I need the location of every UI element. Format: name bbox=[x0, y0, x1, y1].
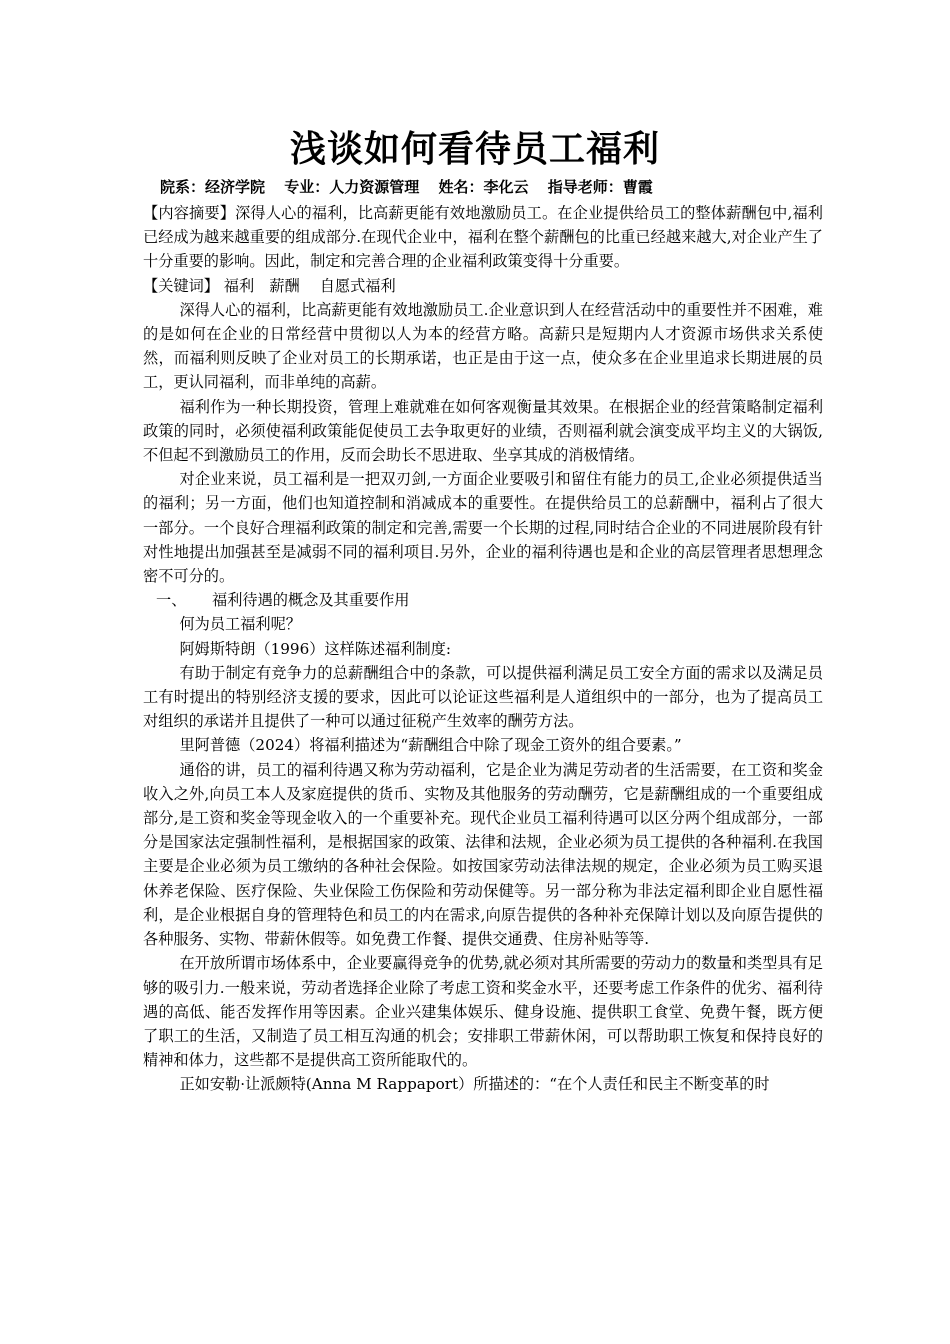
body-paragraph: 通俗的讲，员工的福利待遇又称为劳动福利，它是企业为满足劳动者的生活需要，在工资和奖金收入之外,向员工本人及家庭提供的货币、实物及其他服务的劳动酬劳，它是薪酬组成的一个重要组成部分,是工资和奖金等现金收入的一个重要补充。现代企业员工福利待遇可以区分两个组成部分，一部分是国家法定强制性福利，是根据国家的政策、法律和法规，企业必须为员工提供的各种福利.在我国主要是企业必须为员工缴纳的各种社会保险。如按国家劳动法律法规的规定，企业必须为员工购买退休养老保险、医疗保险、失业保险工伤保险和劳动保健等。另一部分称为非法定福利即企业自愿性福利，是企业根据自身的管理特色和员工的内在需求,向原告提供的各种补充保障计划以及向原告提供的各种服务、实物、带薪休假等。如免费工作餐、提供交通费、住房补贴等等. bbox=[143, 760, 823, 949]
body-paragraph: 深得人心的福利，比高薪更能有效地激励员工.企业意识到人在经营活动中的重要性并不困难，难的是如何在企业的日常经营中贯彻以人为本的经营方略。高薪只是短期内人才资源市场供求关系使然，而福利则反映了企业对员工的长期承诺，也正是由于这一点，使众多在企业里追求长期进展的员工，更认同福利，而非单纯的高薪。 bbox=[143, 300, 823, 392]
body-paragraph: 正如安勒·让派颇特(Anna M Rappaport）所描述的：“在个人责任和民主不断变革的时 bbox=[179, 1075, 770, 1094]
school-label: 院系：经济学院 bbox=[160, 178, 266, 196]
advisor-label: 指导老师：曹霞 bbox=[547, 178, 653, 196]
document-body bbox=[143, 201, 823, 1097]
section-title: 福利待遇的概念及其重要作用 bbox=[212, 591, 410, 610]
keywords-line: 【关键词】 福利 薪酬 自愿式福利 bbox=[143, 276, 396, 295]
section-heading bbox=[143, 588, 823, 612]
body-paragraph: 里阿普德（2024）将福利描述为“薪酬组合中除了现金工资外的组合要素。” bbox=[179, 736, 682, 755]
author-info bbox=[160, 176, 860, 198]
major-label: 专业：人力资源管理 bbox=[284, 178, 420, 196]
body-paragraph: 有助于制定有竞争力的总薪酬组合中的条款，可以提供福利满足员工安全方面的需求以及满足员工有时提出的特别经济支援的要求，因此可以论证这些福利是人道组织中的一部分，也为了提高员工对组织的承诺并且提供了一种可以通过征税产生效率的酬劳方法。 bbox=[143, 663, 823, 731]
body-paragraph: 阿姆斯特朗（1996）这样陈述福利制度: bbox=[179, 639, 452, 658]
body-paragraph: 对企业来说，员工福利是一把双刃剑,一方面企业要吸引和留住有能力的员工,企业必须提供适当的福利；另一方面，他们也知道控制和消减成本的重要性。在提供给员工的总薪酬中，福利占了很大一部分。一个良好合理福利政策的制定和完善,需要一个长期的过程,同时结合企业的不同进展阶段有针对性地提出加强甚至是减弱不同的福利项目.另外，企业的福利待遇也是和企业的高层管理者思想理念密不可分的。 bbox=[143, 470, 823, 586]
page-title: 浅谈如何看待员工福利 bbox=[289, 129, 660, 170]
body-paragraph: 在开放所谓市场体系中，企业要赢得竞争的优势,就必须对其所需要的劳动力的数量和类型具有足够的吸引力.一般来说，劳动者选择企业除了考虑工资和奖金水平，还要考虑工作条件的优劣、福利待遇的高低、能否发挥作用等因素。企业兴建集体娱乐、健身设施、提供职工食堂、免费午餐，既方便了职工的生活，又制造了员工相互沟通的机会；安排职工带薪休闲，可以帮助职工恢复和保持良好的精神和体力，这些都不是提供高工资所能取代的。 bbox=[143, 954, 823, 1070]
abstract-paragraph: 【内容摘要】深得人心的福利，比高薪更能有效地激励员工。在企业提供给员工的整体薪酬包中,福利已经成为越来越重要的组成部分.在现代企业中，福利在整个薪酬包的比重已经越来越大,对企业产生了十分重要的影响。因此，制定和完善合理的企业福利政策变得十分重要。 bbox=[143, 204, 823, 271]
body-paragraph: 何为员工福利呢？ bbox=[179, 615, 301, 634]
section-number: 一、 bbox=[156, 591, 187, 610]
author-name: 姓名：李化云 bbox=[438, 178, 529, 196]
body-paragraph: 福利作为一种长期投资，管理上难就难在如何客观衡量其效果。在根据企业的经营策略制定福利政策的同时，必须使福利政策能促使员工去争取更好的业绩，否则福利就会演变成平均主义的大锅饭,不但起不到激励员工的作用，反而会助长不思进取、坐享其成的消极情绪。 bbox=[143, 397, 823, 465]
